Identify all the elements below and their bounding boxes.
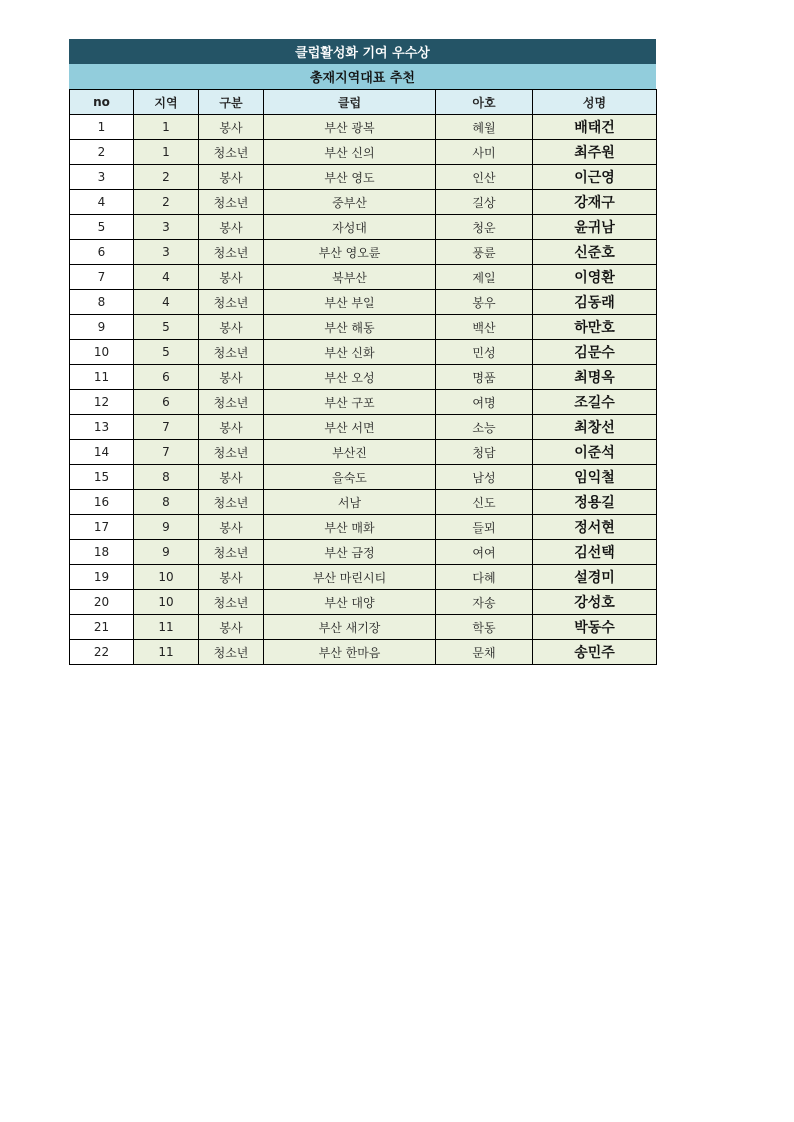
cell-category: 봉사 xyxy=(199,365,264,390)
table-row xyxy=(70,415,657,440)
header-pen-name: 아호 xyxy=(436,90,533,115)
cell-region: 8 xyxy=(134,465,199,490)
table-row xyxy=(70,565,657,590)
table-row xyxy=(70,590,657,615)
cell-region: 7 xyxy=(134,440,199,465)
cell-pen-name: 청담 xyxy=(436,440,533,465)
cell-name: 정서현 xyxy=(533,515,657,540)
cell-no: 16 xyxy=(70,490,134,515)
cell-club: 자성대 xyxy=(264,215,436,240)
cell-category: 청소년 xyxy=(199,390,264,415)
cell-club: 서남 xyxy=(264,490,436,515)
header-club: 클럽 xyxy=(264,90,436,115)
table-row xyxy=(70,115,657,140)
cell-region: 9 xyxy=(134,515,199,540)
cell-no: 3 xyxy=(70,165,134,190)
cell-region: 3 xyxy=(134,215,199,240)
cell-no: 12 xyxy=(70,390,134,415)
cell-no: 11 xyxy=(70,365,134,390)
cell-name: 최주원 xyxy=(533,140,657,165)
cell-name: 최창선 xyxy=(533,415,657,440)
cell-no: 5 xyxy=(70,215,134,240)
cell-pen-name: 들뫼 xyxy=(436,515,533,540)
cell-pen-name: 명품 xyxy=(436,365,533,390)
cell-club: 중부산 xyxy=(264,190,436,215)
cell-pen-name: 혜월 xyxy=(436,115,533,140)
cell-no: 14 xyxy=(70,440,134,465)
cell-region: 10 xyxy=(134,565,199,590)
cell-category: 청소년 xyxy=(199,490,264,515)
table-row xyxy=(70,265,657,290)
cell-name: 이근영 xyxy=(533,165,657,190)
cell-name: 김동래 xyxy=(533,290,657,315)
cell-name: 강성호 xyxy=(533,590,657,615)
cell-club: 부산 구포 xyxy=(264,390,436,415)
cell-no: 15 xyxy=(70,465,134,490)
cell-category: 청소년 xyxy=(199,290,264,315)
cell-pen-name: 길상 xyxy=(436,190,533,215)
cell-no: 18 xyxy=(70,540,134,565)
cell-no: 2 xyxy=(70,140,134,165)
cell-category: 봉사 xyxy=(199,215,264,240)
cell-club: 부산진 xyxy=(264,440,436,465)
cell-region: 11 xyxy=(134,615,199,640)
cell-pen-name: 봉우 xyxy=(436,290,533,315)
cell-no: 10 xyxy=(70,340,134,365)
cell-region: 1 xyxy=(134,115,199,140)
table-row xyxy=(70,315,657,340)
cell-name: 신준호 xyxy=(533,240,657,265)
cell-club: 부산 신의 xyxy=(264,140,436,165)
cell-no: 20 xyxy=(70,590,134,615)
cell-name: 강재구 xyxy=(533,190,657,215)
cell-club: 부산 부일 xyxy=(264,290,436,315)
cell-pen-name: 여명 xyxy=(436,390,533,415)
cell-club: 부산 마린시티 xyxy=(264,565,436,590)
cell-category: 청소년 xyxy=(199,240,264,265)
cell-name: 하만호 xyxy=(533,315,657,340)
cell-region: 10 xyxy=(134,590,199,615)
cell-pen-name: 남성 xyxy=(436,465,533,490)
cell-region: 7 xyxy=(134,415,199,440)
table-row xyxy=(70,390,657,415)
cell-category: 청소년 xyxy=(199,440,264,465)
cell-category: 봉사 xyxy=(199,465,264,490)
cell-no: 6 xyxy=(70,240,134,265)
cell-region: 2 xyxy=(134,165,199,190)
cell-category: 봉사 xyxy=(199,615,264,640)
table-row xyxy=(70,640,657,665)
cell-club: 부산 새기장 xyxy=(264,615,436,640)
cell-club: 부산 매화 xyxy=(264,515,436,540)
cell-name: 이영환 xyxy=(533,265,657,290)
cell-category: 청소년 xyxy=(199,640,264,665)
sheet-title: 클럽활성화 기여 우수상 xyxy=(69,39,656,64)
sheet-subtitle: 총재지역대표 추천 xyxy=(69,64,656,89)
cell-name: 임익철 xyxy=(533,465,657,490)
cell-category: 청소년 xyxy=(199,340,264,365)
cell-pen-name: 여여 xyxy=(436,540,533,565)
cell-pen-name: 자송 xyxy=(436,590,533,615)
cell-club: 을숙도 xyxy=(264,465,436,490)
table-row xyxy=(70,240,657,265)
cell-region: 8 xyxy=(134,490,199,515)
cell-name: 배태건 xyxy=(533,115,657,140)
cell-region: 1 xyxy=(134,140,199,165)
cell-region: 2 xyxy=(134,190,199,215)
header-category: 구분 xyxy=(199,90,264,115)
cell-name: 박동수 xyxy=(533,615,657,640)
cell-no: 21 xyxy=(70,615,134,640)
cell-club: 부산 오성 xyxy=(264,365,436,390)
cell-club: 부산 대양 xyxy=(264,590,436,615)
cell-category: 봉사 xyxy=(199,165,264,190)
cell-pen-name: 다혜 xyxy=(436,565,533,590)
cell-region: 5 xyxy=(134,315,199,340)
cell-region: 6 xyxy=(134,390,199,415)
cell-region: 9 xyxy=(134,540,199,565)
cell-name: 설경미 xyxy=(533,565,657,590)
cell-no: 1 xyxy=(70,115,134,140)
cell-name: 윤귀남 xyxy=(533,215,657,240)
cell-name: 최명옥 xyxy=(533,365,657,390)
table-row xyxy=(70,140,657,165)
cell-club: 부산 영오륜 xyxy=(264,240,436,265)
table-row xyxy=(70,365,657,390)
cell-pen-name: 청운 xyxy=(436,215,533,240)
table-row xyxy=(70,540,657,565)
header-name: 성명 xyxy=(533,90,657,115)
table-row xyxy=(70,515,657,540)
table-row xyxy=(70,465,657,490)
table-row xyxy=(70,615,657,640)
cell-region: 5 xyxy=(134,340,199,365)
cell-region: 6 xyxy=(134,365,199,390)
cell-no: 8 xyxy=(70,290,134,315)
cell-no: 9 xyxy=(70,315,134,340)
cell-name: 송민주 xyxy=(533,640,657,665)
cell-club: 부산 해동 xyxy=(264,315,436,340)
cell-pen-name: 제일 xyxy=(436,265,533,290)
cell-category: 봉사 xyxy=(199,415,264,440)
cell-no: 7 xyxy=(70,265,134,290)
header-row xyxy=(70,90,657,115)
cell-category: 봉사 xyxy=(199,315,264,340)
cell-region: 4 xyxy=(134,290,199,315)
award-table xyxy=(69,89,657,665)
cell-name: 정용길 xyxy=(533,490,657,515)
table-row xyxy=(70,290,657,315)
table-row xyxy=(70,440,657,465)
cell-category: 봉사 xyxy=(199,115,264,140)
cell-category: 청소년 xyxy=(199,590,264,615)
table-row xyxy=(70,215,657,240)
cell-pen-name: 사미 xyxy=(436,140,533,165)
cell-pen-name: 민성 xyxy=(436,340,533,365)
cell-pen-name: 인산 xyxy=(436,165,533,190)
cell-pen-name: 소능 xyxy=(436,415,533,440)
cell-club: 부산 영도 xyxy=(264,165,436,190)
cell-category: 청소년 xyxy=(199,140,264,165)
cell-category: 봉사 xyxy=(199,565,264,590)
cell-pen-name: 신도 xyxy=(436,490,533,515)
cell-pen-name: 백산 xyxy=(436,315,533,340)
cell-club: 부산 광복 xyxy=(264,115,436,140)
cell-club: 북부산 xyxy=(264,265,436,290)
table-body xyxy=(70,115,657,665)
cell-category: 봉사 xyxy=(199,515,264,540)
cell-pen-name: 문채 xyxy=(436,640,533,665)
award-sheet xyxy=(69,39,656,665)
header-region: 지역 xyxy=(134,90,199,115)
cell-category: 청소년 xyxy=(199,540,264,565)
cell-pen-name: 학동 xyxy=(436,615,533,640)
cell-region: 3 xyxy=(134,240,199,265)
cell-no: 22 xyxy=(70,640,134,665)
cell-club: 부산 한마음 xyxy=(264,640,436,665)
table-row xyxy=(70,490,657,515)
cell-category: 청소년 xyxy=(199,190,264,215)
cell-name: 김문수 xyxy=(533,340,657,365)
table-row xyxy=(70,190,657,215)
cell-name: 조길수 xyxy=(533,390,657,415)
cell-no: 4 xyxy=(70,190,134,215)
cell-name: 이준석 xyxy=(533,440,657,465)
cell-club: 부산 서면 xyxy=(264,415,436,440)
cell-category: 봉사 xyxy=(199,265,264,290)
table-row xyxy=(70,340,657,365)
table-row xyxy=(70,165,657,190)
cell-no: 19 xyxy=(70,565,134,590)
cell-region: 4 xyxy=(134,265,199,290)
cell-club: 부산 신화 xyxy=(264,340,436,365)
cell-club: 부산 금정 xyxy=(264,540,436,565)
cell-pen-name: 풍륜 xyxy=(436,240,533,265)
cell-region: 11 xyxy=(134,640,199,665)
cell-name: 김선택 xyxy=(533,540,657,565)
header-no: no xyxy=(70,90,134,115)
cell-no: 13 xyxy=(70,415,134,440)
cell-no: 17 xyxy=(70,515,134,540)
